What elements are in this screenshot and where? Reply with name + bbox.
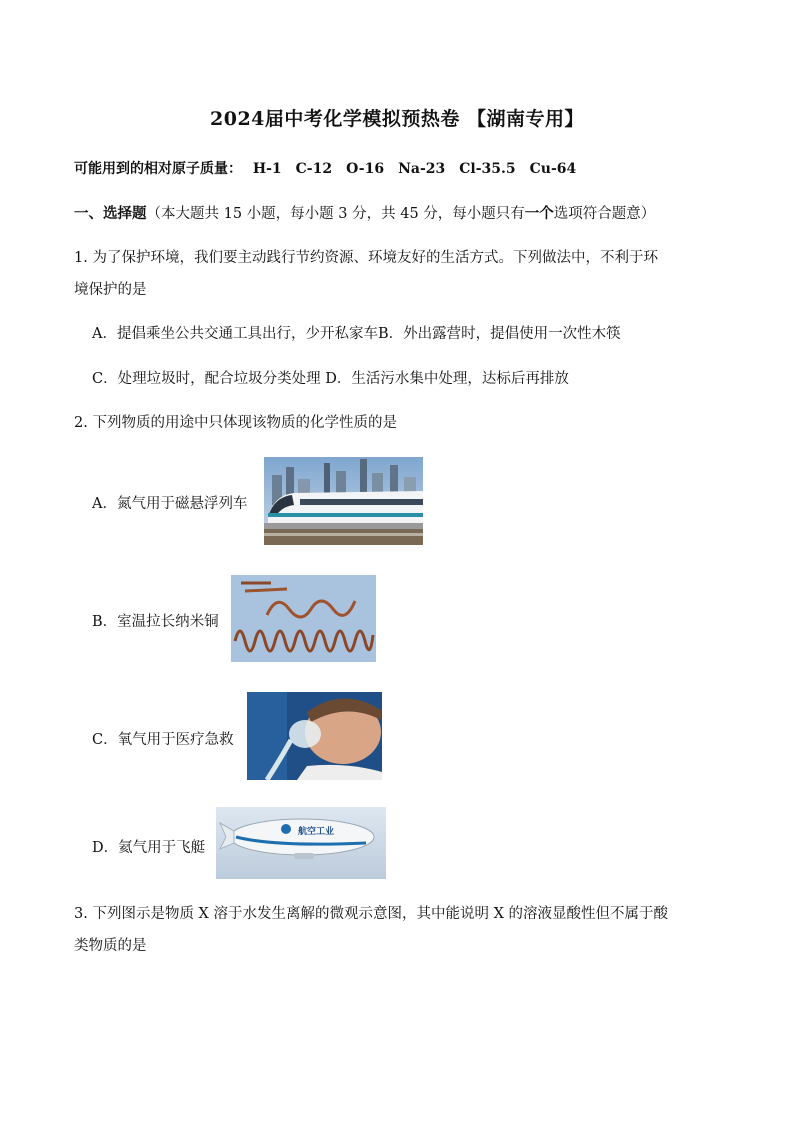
atomic-mass-values: H-1 C-12 O-16 Na-23 Cl-35.5 Cu-64 [252, 161, 577, 177]
q1-options-cd: C．处理垃圾时，配合垃圾分类处理 D．生活污水集中处理，达标后再排放 [92, 371, 569, 387]
airship-image [216, 807, 386, 879]
q3-stem-line1: 3. 下列图示是物质 X 溶于水发生离解的微观示意图，其中能说明 X 的溶液显酸性但不属于酸 [74, 906, 669, 922]
q1-options-ab: A．提倡乘坐公共交通工具出行，少开私家车B．外出露营时，提倡使用一次性木筷 [92, 326, 621, 342]
section-note-end: 选项符合题意） [553, 206, 656, 222]
q1-stem-line1: 1. 为了保护环境，我们要主动践行节约资源、环境友好的生活方式。下列做法中，不利于环 [74, 250, 658, 266]
nano-copper-image [231, 575, 376, 662]
q2-stem: 2. 下列物质的用途中只体现该物质的化学性质的是 [74, 415, 397, 431]
q2-option-a: A．氮气用于磁悬浮列车 [92, 496, 248, 512]
q2-option-d: D．氦气用于飞艇 [92, 840, 206, 856]
q3-stem-line2: 类物质的是 [74, 938, 147, 954]
section-note-bold: 一个 [524, 205, 554, 222]
q2-option-c: C．氧气用于医疗急救 [92, 732, 234, 748]
page-title: 2024届中考化学模拟预热卷 【湖南专用】 [210, 108, 584, 130]
maglev-train-image [264, 457, 423, 545]
section-heading [74, 202, 655, 223]
oxygen-mask-image [247, 692, 382, 780]
atomic-mass-label: 可能用到的相对原子质量： [74, 161, 242, 177]
section-note: （本大题共 15 小题，每小题 3 分，共 45 分，每小题只有 [146, 206, 525, 222]
q2-option-b: B．室温拉长纳米铜 [92, 614, 219, 630]
airship-text: 航空工业 [298, 827, 335, 837]
section-title: 一、选择题 [74, 205, 147, 222]
q1-stem-line2: 境保护的是 [74, 282, 147, 298]
atomic-mass-line [74, 158, 576, 178]
